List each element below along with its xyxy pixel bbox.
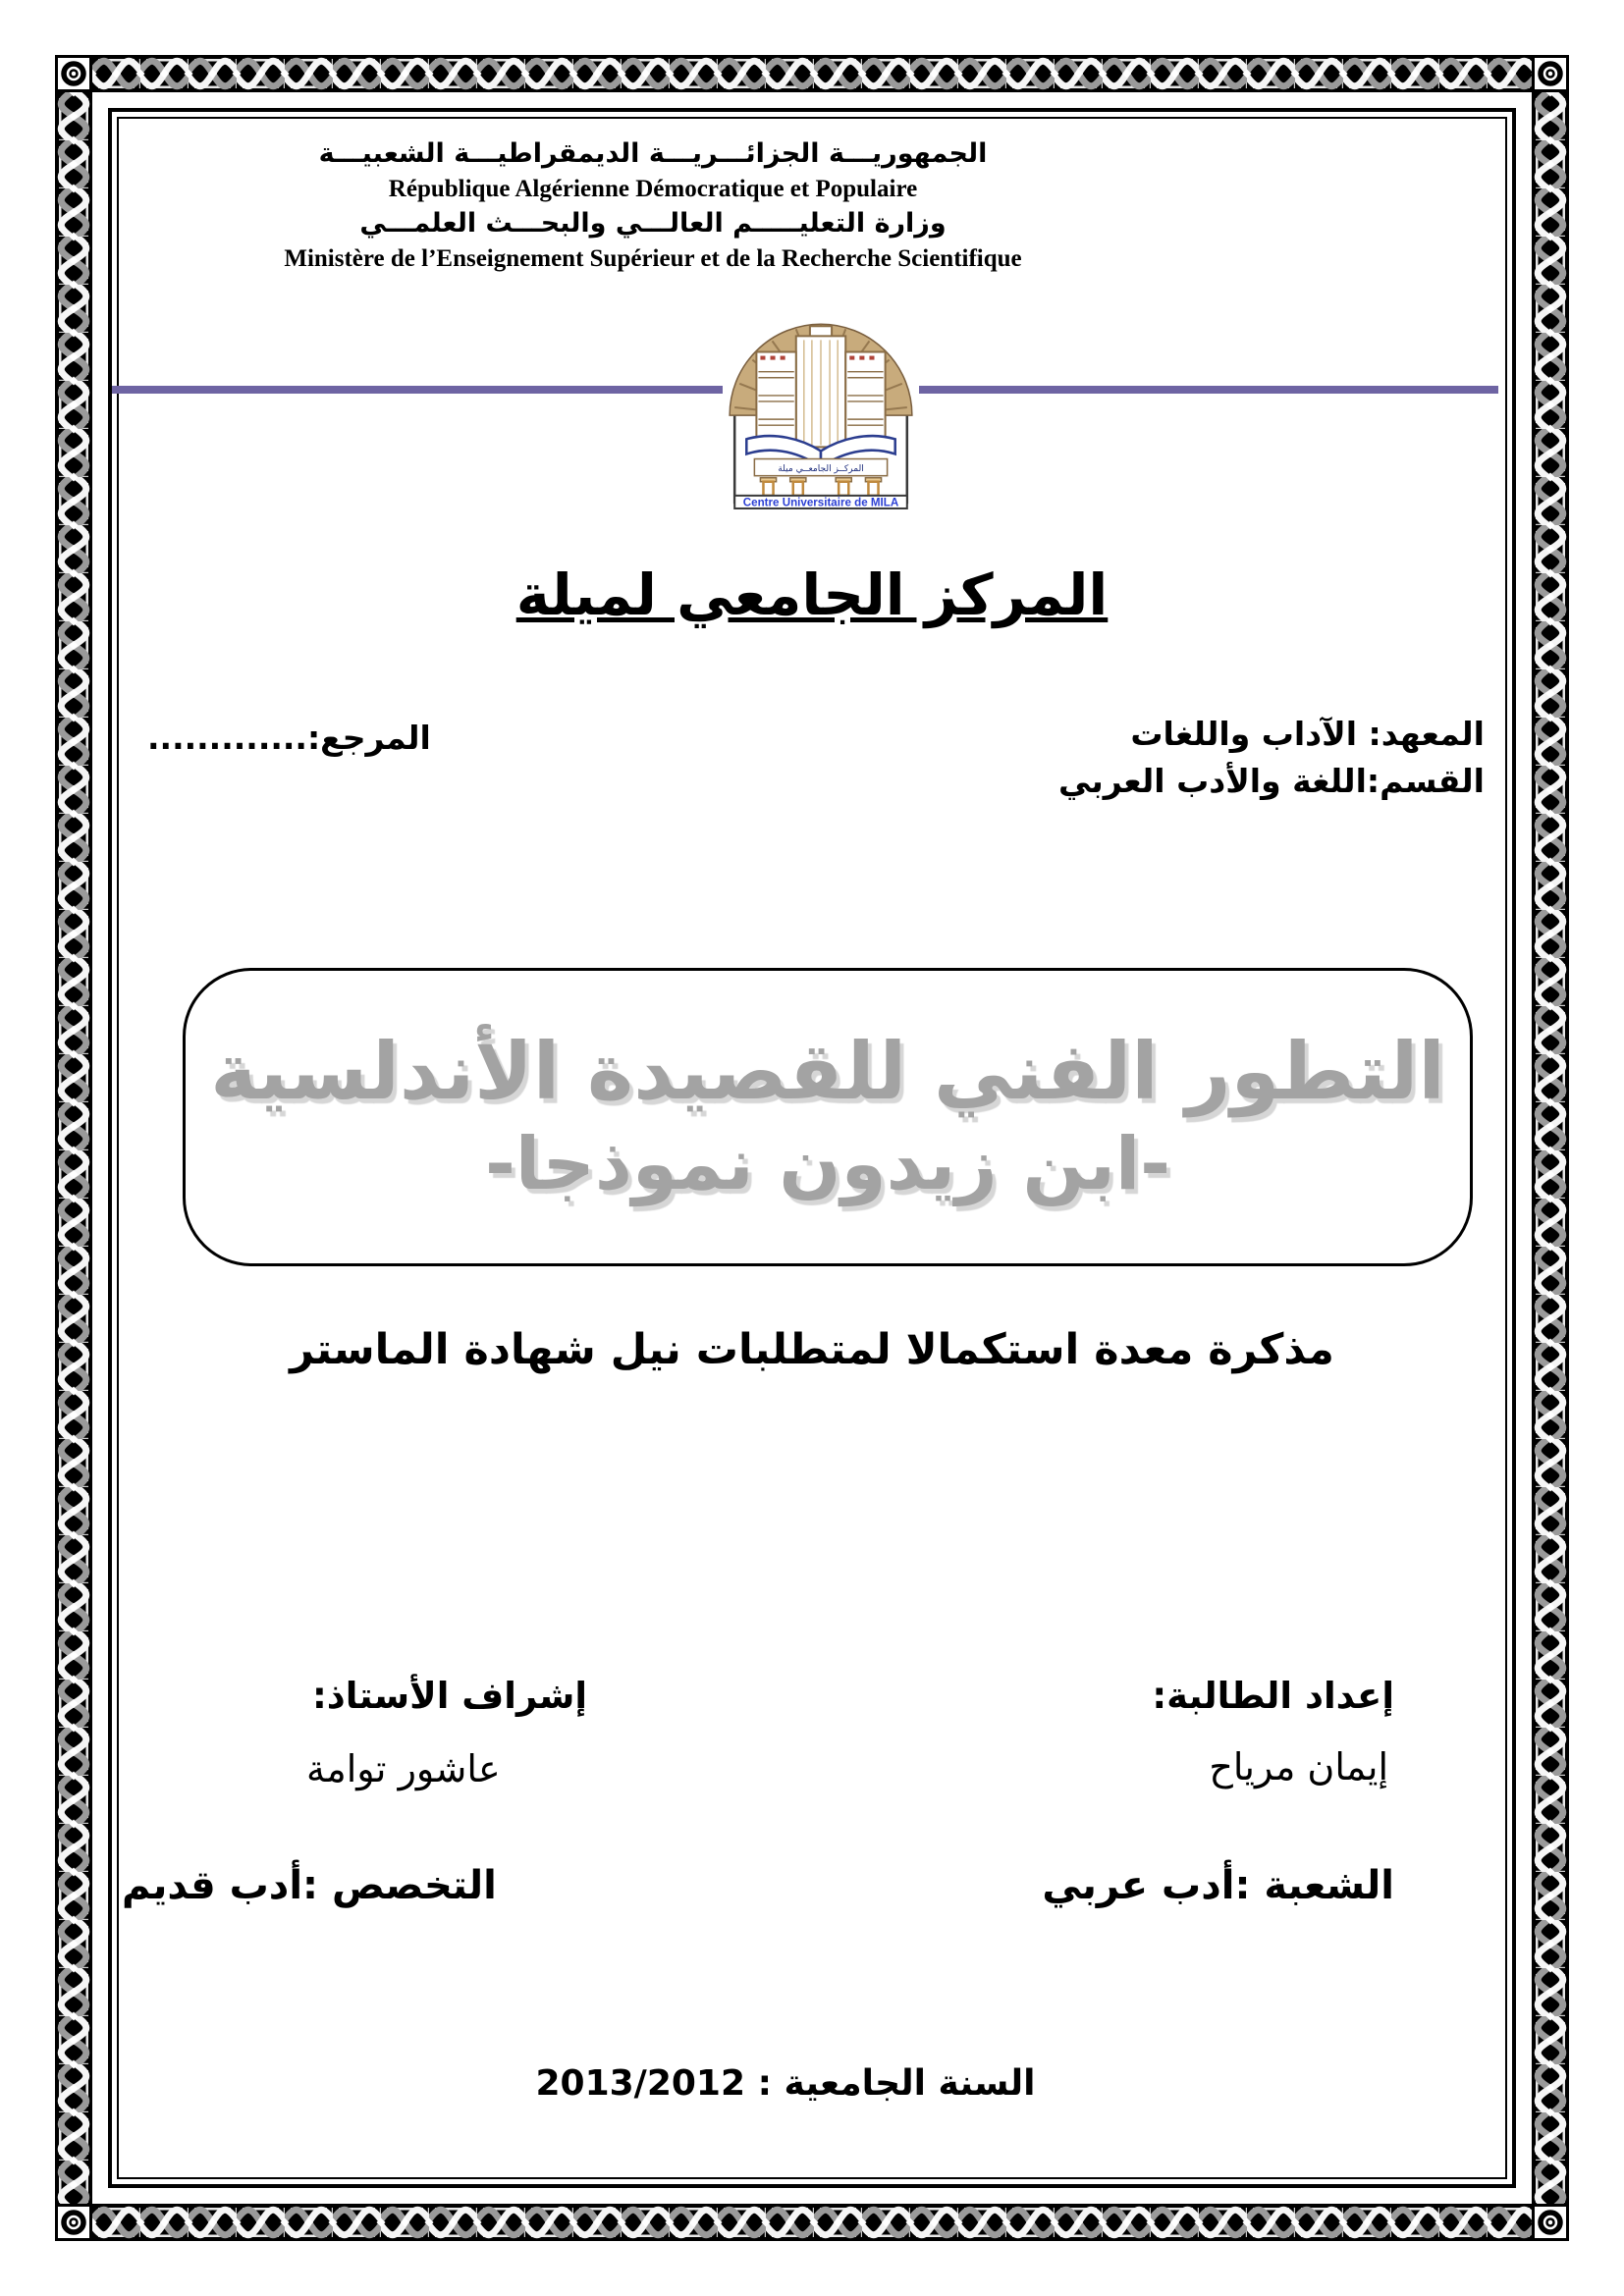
supervisor-label: إشراف الأستاذ: xyxy=(312,1675,588,1717)
ministry-name-french: Ministère de l’Enseignement Supérieur et de la Recherche Scientifique xyxy=(284,245,1022,272)
border-braid-top xyxy=(92,55,1532,92)
institute-block xyxy=(1058,711,1485,805)
border-corner-top-right xyxy=(1532,55,1569,92)
branch-line: الشعبة :أدب عربي xyxy=(1042,1863,1394,1908)
specialty-line: التخصص :أدب قديم xyxy=(122,1863,497,1908)
border-braid-left xyxy=(55,92,92,2204)
border-corner-top-left xyxy=(55,55,92,92)
state-header xyxy=(147,135,1159,275)
thesis-title-line2: -ابن زيدون نموذجا- xyxy=(485,1122,1170,1207)
ministry-name-arabic: وزارة التعليـــــم العالـــي والبحـــث العلمـــي xyxy=(359,208,947,239)
thesis-title-box xyxy=(183,968,1473,1266)
border-corner-bottom-left xyxy=(55,2204,92,2241)
republic-name-arabic: الجمهوريـــة الجزائـــريـــة الديمقراطيـــة الشعبيـــة xyxy=(318,138,988,169)
logo-caption: Centre Universitaire de MILA xyxy=(742,496,899,509)
academic-year: السنة الجامعية : 2013/2012 xyxy=(535,2063,1036,2104)
student-name: إيمان مرياح xyxy=(1209,1745,1388,1789)
border-braid-right xyxy=(1532,92,1569,2204)
border-corner-bottom-right xyxy=(1532,2204,1569,2241)
reference-line: المرجع:............. xyxy=(147,719,431,757)
student-label: إعداد الطالبة: xyxy=(1152,1675,1394,1717)
logo-banner-arabic: المركــز الجامعــي ميلة xyxy=(778,464,864,475)
republic-name-french: République Algérienne Démocratique et Populaire xyxy=(388,176,918,202)
university-logo xyxy=(723,298,919,510)
department-line: القسم:اللغة والأدب العربي xyxy=(1057,762,1485,800)
thesis-title-line1: التطور الفني للقصيدة الأندلسية xyxy=(210,1026,1445,1118)
border-braid-bottom xyxy=(92,2204,1532,2241)
university-logo-graphic xyxy=(723,298,919,510)
university-name: المركز الجامعي لميلة xyxy=(515,561,1109,628)
institute-line: المعهد: الآداب واللغات xyxy=(1130,715,1485,753)
thesis-subtitle: مذكرة معدة استكمالا لمتطلبات نيل شهادة الماستر xyxy=(290,1325,1334,1374)
supervisor-name: عاشور توامة xyxy=(306,1747,501,1790)
